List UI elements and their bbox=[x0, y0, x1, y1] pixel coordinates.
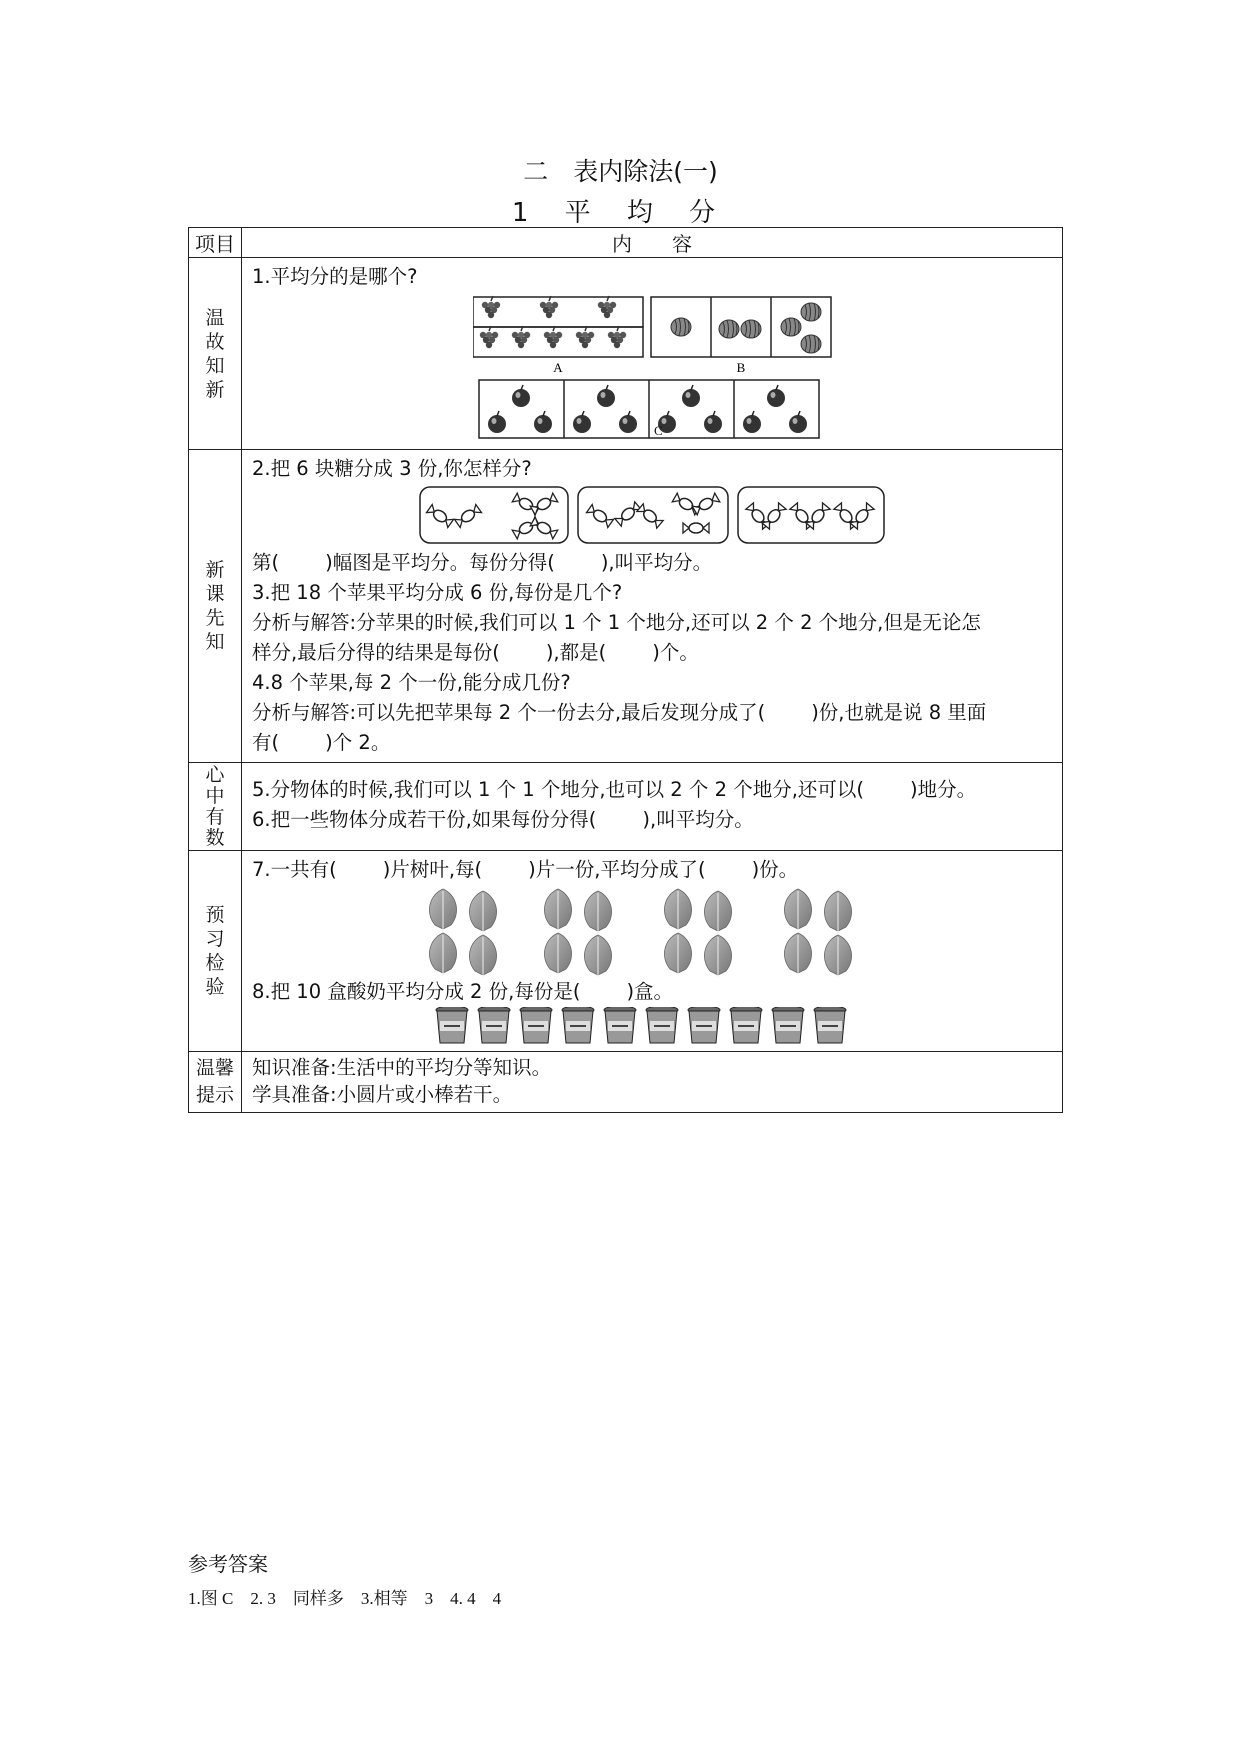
question-4-analysis-1: 分析与解答:可以先把苹果每 2 个一份去分,最后发现分成了( )份,也就是说 8 里面 bbox=[252, 701, 987, 724]
section-label-review: 温 故 知 新 bbox=[189, 258, 242, 450]
candy-figure-3 bbox=[738, 487, 884, 543]
question-3: 3.把 18 个苹果平均分成 6 份,每份是几个? bbox=[252, 581, 623, 604]
figure-c-apples bbox=[479, 380, 819, 438]
tip-tools: 学具准备:小圆片或小棒若干。 bbox=[252, 1083, 513, 1106]
section-preview bbox=[189, 450, 1063, 763]
q8-yogurt-figure bbox=[434, 1007, 864, 1047]
section-label-tips: 温馨 提示 bbox=[189, 1052, 242, 1113]
section-label-summary: 心 中 有 数 bbox=[189, 763, 242, 851]
section-content-preview bbox=[242, 450, 1063, 763]
header-content: 内 容 bbox=[242, 228, 1063, 258]
question-1: 1.平均分的是哪个? bbox=[252, 265, 418, 288]
q2-candy-figures bbox=[418, 484, 888, 548]
figure-a-label: A bbox=[553, 360, 563, 375]
header-item: 项目 bbox=[189, 228, 242, 258]
answers-body: 1.图 C 2. 3 同样多 3.相等 3 4. 4 4 bbox=[188, 1589, 502, 1608]
figure-a-grapes bbox=[473, 296, 643, 357]
figure-b-label: B bbox=[736, 360, 746, 375]
section-label-check: 预 习 检 验 bbox=[189, 851, 242, 1052]
question-5: 5.分物体的时候,我们可以 1 个 1 个地分,也可以 2 个 2 个地分,还可以( )地分。 bbox=[252, 778, 977, 801]
figure-c-label: C bbox=[654, 423, 663, 438]
question-4-analysis-2: 有( )个 2。 bbox=[252, 731, 391, 754]
yogurt-cups bbox=[436, 1007, 846, 1043]
question-6: 6.把一些物体分成若干份,如果每份分得( ),叫平均分。 bbox=[252, 808, 754, 831]
section-label-preview: 新 课 先 知 bbox=[189, 450, 242, 763]
question-2-fill: 第( )幅图是平均分。每份分得( ),叫平均分。 bbox=[252, 551, 713, 574]
section-content-tips bbox=[242, 1052, 1063, 1113]
q1-figures bbox=[473, 292, 833, 442]
question-8: 8.把 10 盒酸奶平均分成 2 份,每份是( )盒。 bbox=[252, 980, 674, 1003]
figure-b-watermelons bbox=[651, 297, 831, 357]
question-7: 7.一共有( )片树叶,每( )片一份,平均分成了( )份。 bbox=[252, 858, 799, 881]
tip-knowledge: 知识准备:生活中的平均分等知识。 bbox=[252, 1056, 552, 1079]
section-review bbox=[189, 258, 1063, 450]
page-title: 二 表内除法(一) bbox=[523, 157, 718, 186]
answers-title: 参考答案 bbox=[188, 1552, 268, 1576]
question-3-analysis-1: 分析与解答:分苹果的时候,我们可以 1 个 1 个地分,还可以 2 个 2 个地分,但是无论怎 bbox=[252, 611, 981, 634]
candy-figure-2 bbox=[578, 487, 728, 543]
section-content-review bbox=[242, 258, 1063, 450]
section-check bbox=[189, 851, 1063, 1052]
q7-leaves-figure bbox=[423, 885, 883, 977]
candy-figure-1 bbox=[420, 487, 568, 543]
lesson-title: 1 平 均 分 bbox=[511, 198, 730, 228]
section-content-check bbox=[242, 851, 1063, 1052]
leaves-group bbox=[429, 889, 851, 977]
section-summary bbox=[189, 763, 1063, 851]
question-2: 2.把 6 块糖分成 3 份,你怎样分? bbox=[252, 457, 532, 480]
lesson-table bbox=[188, 227, 1063, 1113]
section-content-summary bbox=[242, 763, 1063, 851]
table-header-row bbox=[189, 228, 1063, 258]
section-tips bbox=[189, 1052, 1063, 1113]
question-4: 4.8 个苹果,每 2 个一份,能分成几份? bbox=[252, 671, 571, 694]
question-3-analysis-2: 样分,最后分得的结果是每份( ),都是( )个。 bbox=[252, 641, 699, 664]
